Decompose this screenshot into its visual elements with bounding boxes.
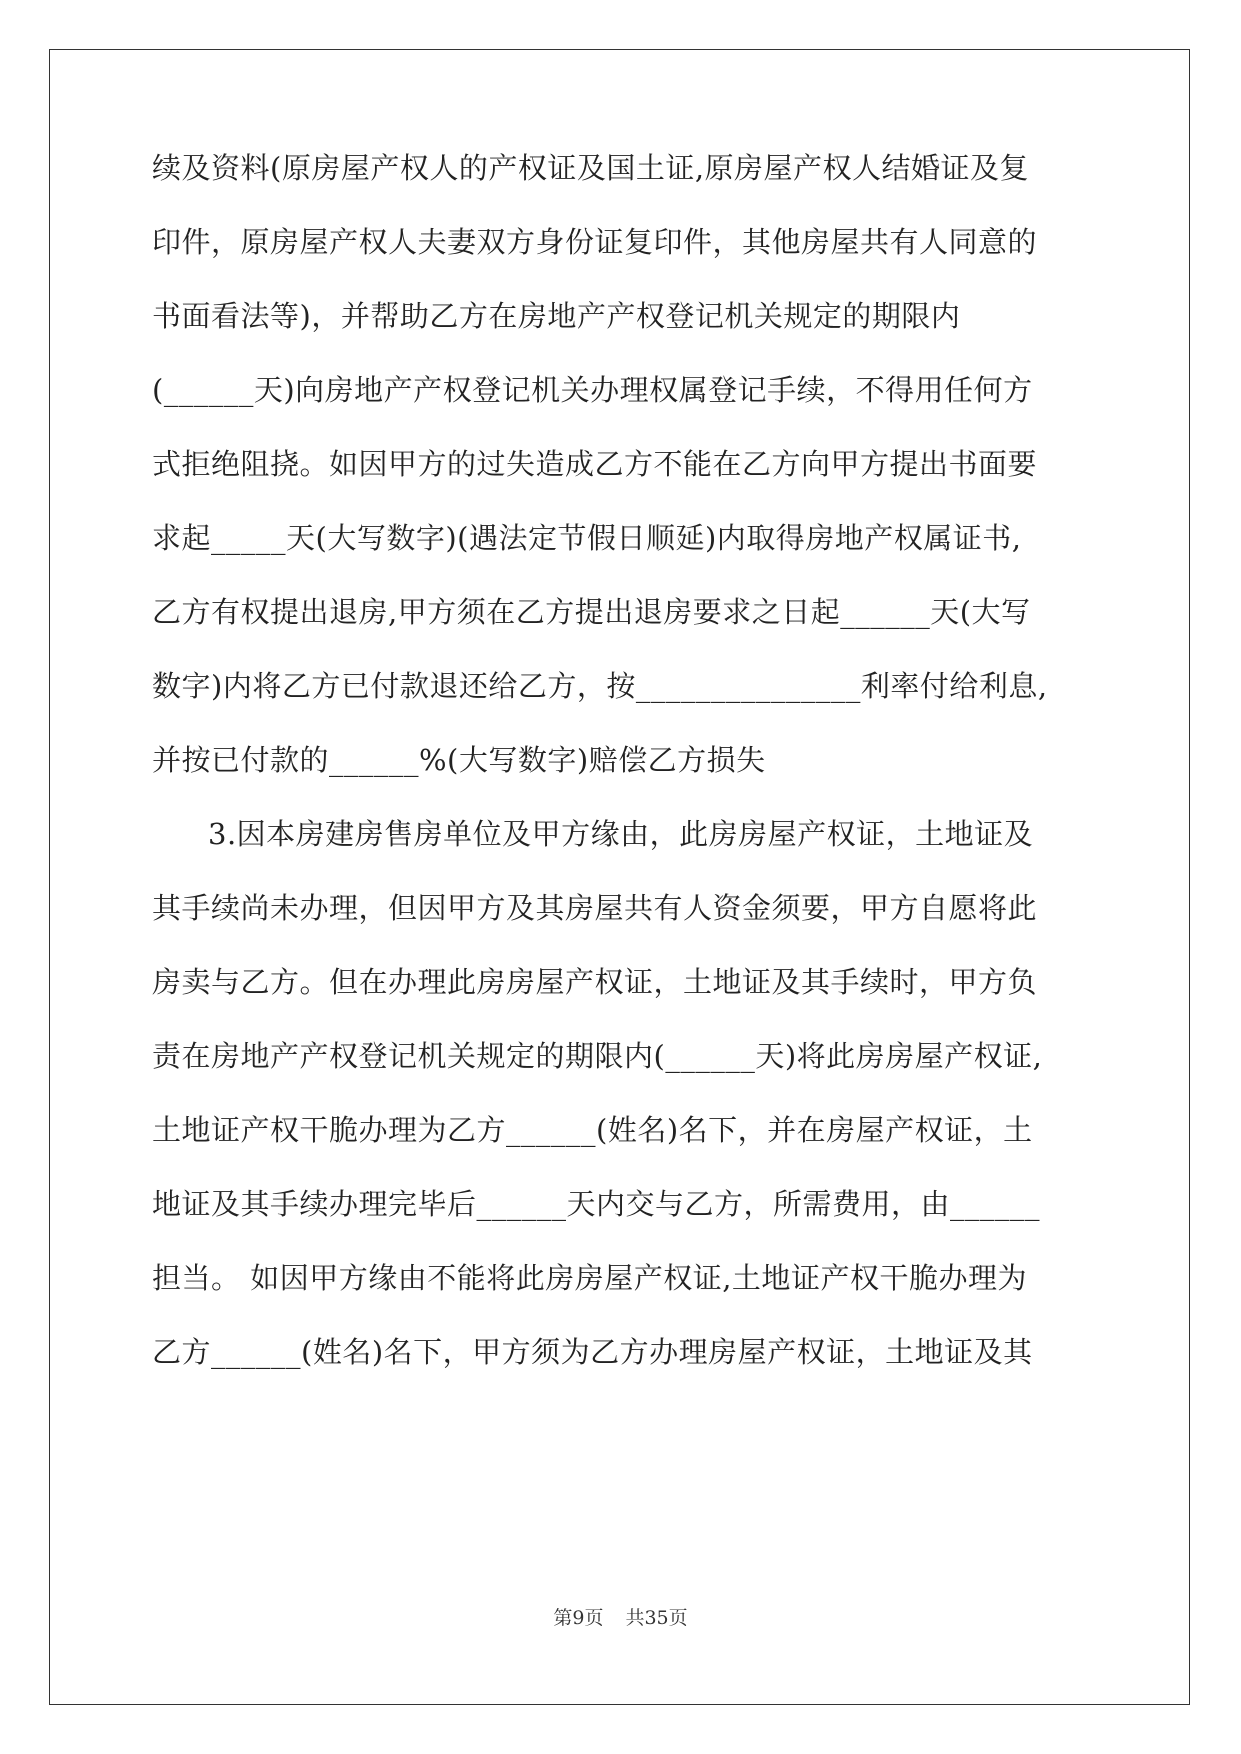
page-total: 共35页 [625,1607,688,1629]
paragraph-2-line-6: 地证及其手续办理完毕后______天内交与乙方，所需费用，由______ [152,1187,1041,1221]
paragraph-1-line-9: 并按已付款的______%(大写数字)赔偿乙方损失 [152,743,766,777]
paragraph-2-line-3: 房卖与乙方。但在办理此房房屋产权证，土地证及其手续时，甲方负 [152,965,1038,999]
page-footer [0,1606,1241,1630]
paragraph-1-line-4: (______天)向房地产产权登记机关办理权属登记手续，不得用任何方 [152,373,1033,407]
paragraph-1-line-8: 数字)内将乙方已付款退还给乙方，按_______________利率付给利息, [152,669,1048,703]
paragraph-1-line-6: 求起_____天(大写数字)(遇法定节假日顺延)内取得房地产权属证书, [152,521,1022,555]
paragraph-2-line-7: 担当。 如因甲方缘由不能将此房房屋产权证,土地证产权干脆办理为 [152,1261,1027,1295]
paragraph-2-line-2: 其手续尚未办理，但因甲方及其房屋共有人资金须要，甲方自愿将此 [152,891,1038,925]
paragraph-2-line-1: 3.因本房建房售房单位及甲方缘由，此房房屋产权证，土地证及 [208,817,1034,851]
paragraph-1-line-3: 书面看法等)，并帮助乙方在房地产产权登记机关规定的期限内 [152,299,961,333]
paragraph-1-line-5: 式拒绝阻挠。如因甲方的过失造成乙方不能在乙方向甲方提出书面要 [152,447,1038,481]
paragraph-2-line-4: 责在房地产产权登记机关规定的期限内(______天)将此房房屋产权证, [152,1039,1043,1073]
paragraph-1-line-7: 乙方有权提出退房,甲方须在乙方提出退房要求之日起______天(大写 [152,595,1031,629]
page-number: 第9页 [553,1607,604,1629]
paragraph-2-line-5: 土地证产权干脆办理为乙方______(姓名)名下，并在房屋产权证，土 [152,1113,1033,1147]
paragraph-1-line-2: 印件，原房屋产权人夫妻双方身份证复印件，其他房屋共有人同意的 [152,225,1038,259]
paragraph-2-line-8: 乙方______(姓名)名下，甲方须为乙方办理房屋产权证，土地证及其 [152,1335,1033,1369]
paragraph-1-line-1: 续及资料(原房屋产权人的产权证及国土证,原房屋产权人结婚证及复 [152,151,1030,185]
